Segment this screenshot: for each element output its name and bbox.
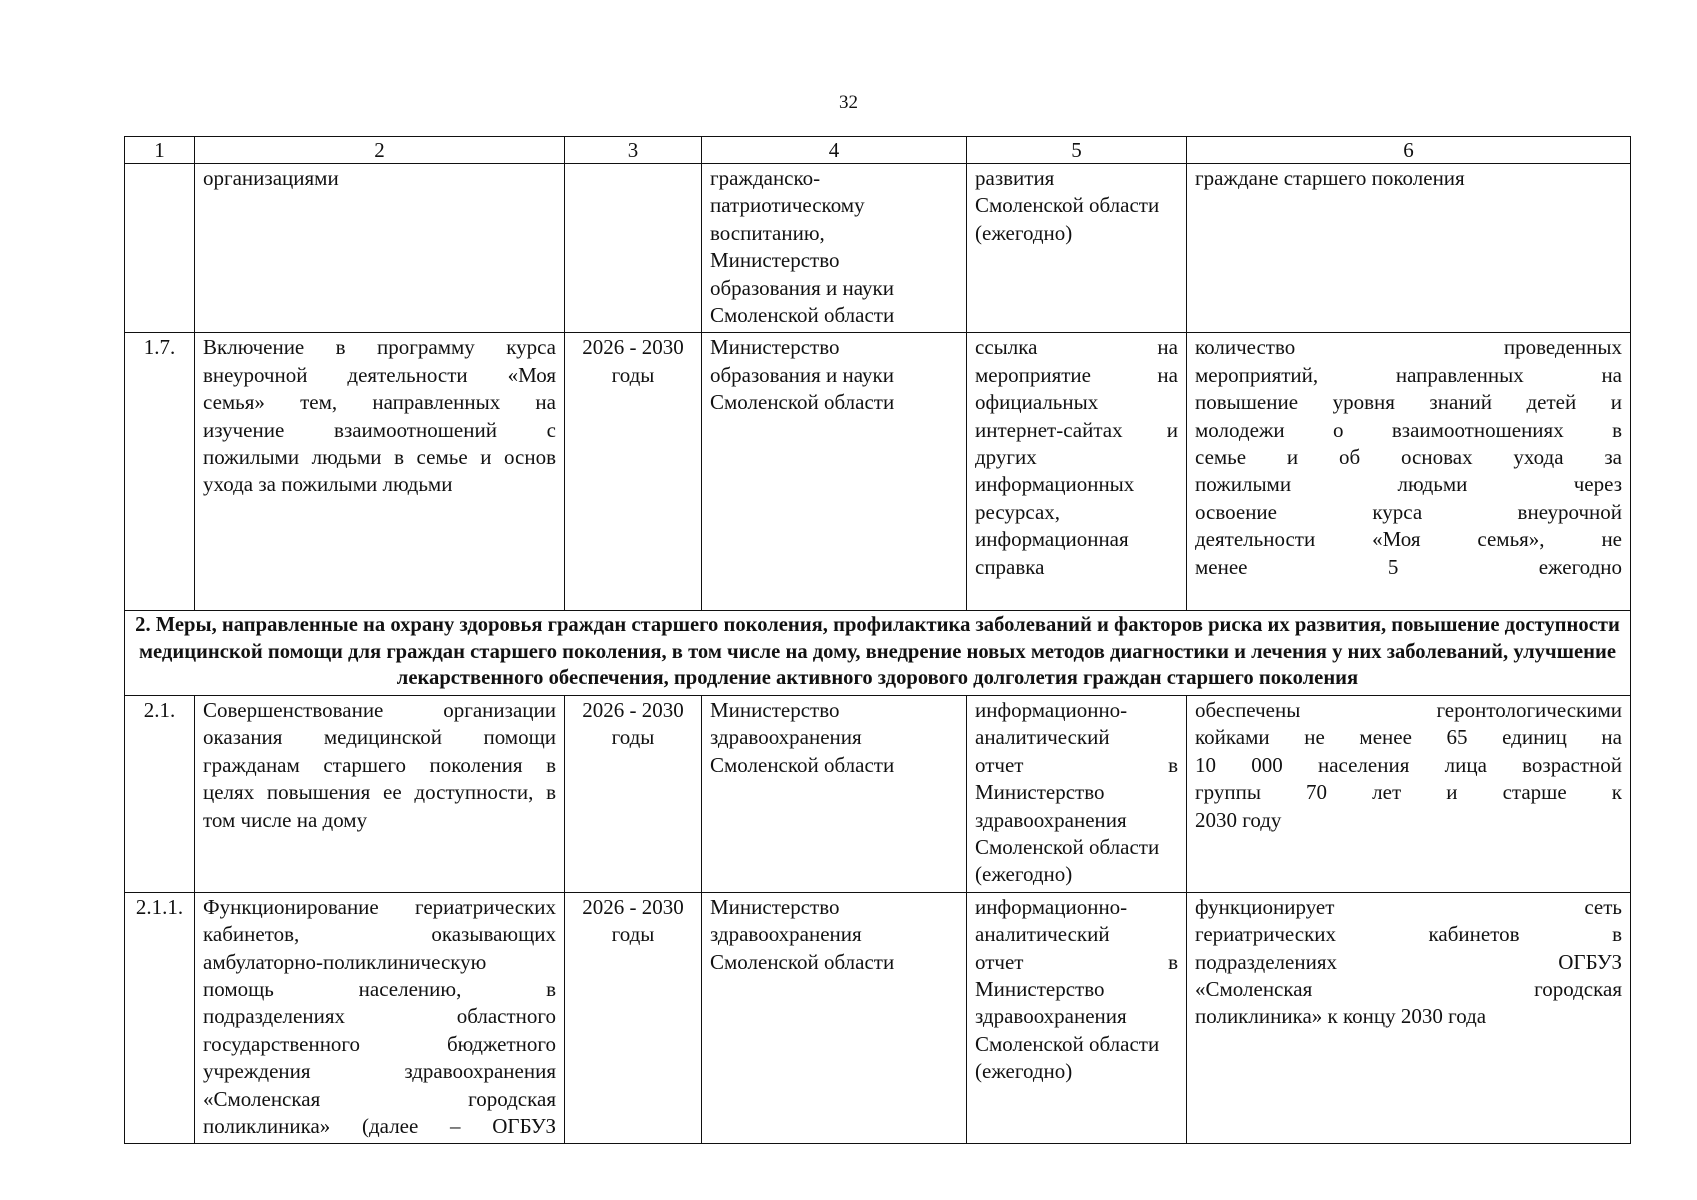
text-line: Министерство [710, 248, 840, 273]
text-line: пожилыми людьми в семье и основ [203, 445, 556, 470]
text-line: подразделениях ОГБУЗ [1195, 949, 1622, 974]
text-line: Министерство [710, 894, 840, 919]
text-line: пожилыми людьми через [1195, 472, 1622, 497]
text-line: менее 5 ежегодно [1195, 554, 1622, 579]
measures-table [124, 136, 1631, 1144]
text-line: информационно- [975, 697, 1128, 722]
text-line: группы 70 лет и старше к [1195, 780, 1622, 805]
text-line: образования и науки [710, 275, 894, 300]
text-line: других [975, 445, 1037, 470]
text-line: койками не менее 65 единиц на [1195, 725, 1622, 750]
column-header: 2 [195, 137, 565, 164]
text-line: учреждения здравоохранения [203, 1059, 556, 1084]
text-line: гражданам старшего поколения в [203, 752, 556, 777]
text-line: освоение курса внеурочной [1195, 499, 1622, 524]
table-row [125, 333, 1631, 611]
table-row [125, 695, 1631, 892]
text-line: информационных [975, 472, 1135, 497]
text-line: Смоленской области [710, 303, 895, 328]
page-number: 32 [839, 92, 858, 113]
measure-cell [195, 892, 565, 1144]
text-line: Министерство [975, 977, 1105, 1001]
text-line: кабинетов, оказывающих [203, 922, 556, 947]
text-line: Смоленской области [710, 390, 895, 415]
text-line: мероприятие на [975, 362, 1178, 387]
text-line: «Смоленская городская [1195, 977, 1622, 1001]
text-line: Смоленской области [975, 1031, 1160, 1056]
text-line: отчет в [975, 949, 1178, 974]
text-line: патриотическому [710, 193, 865, 218]
row-number: 2.1. [125, 695, 195, 892]
text-line: поликлиника» к концу 2030 года [1195, 1004, 1487, 1029]
text-line: образования и науки [710, 362, 894, 387]
text-line: ресурсах, [975, 499, 1061, 524]
executor-cell [702, 695, 967, 892]
result-cell [1187, 695, 1631, 892]
text-line: помощь населению, в [203, 977, 556, 1001]
text-line: государственного бюджетного [203, 1031, 556, 1056]
text-line: Функционирование гериатрических [203, 894, 556, 919]
text-line: годы [611, 922, 655, 947]
text-line: изучение взаимоотношений с [203, 417, 556, 442]
text-line: информационно- [975, 894, 1128, 919]
text-line: (ежегодно) [975, 862, 1073, 887]
text-line: Смоленской области [710, 949, 895, 974]
text-line: 2026 - 2030 [582, 697, 684, 722]
text-line: Смоленской области [710, 752, 895, 777]
text-line: «Смоленская городская [203, 1086, 556, 1111]
text-line: амбулаторно-поликлиническую [203, 949, 487, 974]
term-cell [565, 164, 702, 333]
text-line: деятельности «Моя семья», не [1195, 527, 1622, 552]
text-line: информационная [975, 527, 1129, 552]
text-line: воспитанию, [710, 220, 825, 245]
column-header: 4 [702, 137, 967, 164]
text-line: поликлиника» (далее – ОГБУЗ [203, 1114, 556, 1139]
text-line: мероприятий, направленных на [1195, 362, 1622, 387]
measure-cell [195, 164, 565, 333]
text-line: гериатрических кабинетов в [1195, 922, 1622, 947]
text-line: подразделениях областного [203, 1004, 556, 1029]
text-line: (ежегодно) [975, 1059, 1073, 1084]
text-line: справка [975, 554, 1045, 579]
text-line: аналитический [975, 922, 1110, 947]
text-line: Смоленской области [975, 834, 1160, 859]
text-line: аналитический [975, 725, 1110, 750]
section-title: 2. Меры, направленные на охрану здоровья граждан старшего поколения, профилактика заболеваний и факторов риска их развития, повышение доступности медицинской помощи для граждан старшего поколения, в том числе на дому, внедрение новых методов диагностики и лечения у них заболеваний, улучшение лекарственного обеспечения, продление активного здорового долголетия граждан старшего поколения [125, 611, 1631, 696]
text-line: Совершенствование организации [203, 697, 556, 722]
text-line: Смоленской области [975, 193, 1160, 218]
report-form-cell [967, 333, 1187, 611]
report-form-cell [967, 695, 1187, 892]
result-cell [1187, 164, 1631, 333]
text-line: 10 000 населения лица возрастной [1195, 752, 1622, 777]
text-line: годы [611, 362, 655, 387]
text-line: ссылка на [975, 335, 1178, 360]
table-header-row [125, 137, 1631, 164]
executor-cell [702, 892, 967, 1144]
text-line: граждане старшего поколения [1195, 166, 1465, 190]
table-row [125, 164, 1631, 333]
report-form-cell [967, 164, 1187, 333]
text-line: 2026 - 2030 [582, 894, 684, 919]
term-cell [565, 333, 702, 611]
text-line: семья» тем, направленных на [203, 390, 556, 415]
column-header: 3 [565, 137, 702, 164]
column-header: 6 [1187, 137, 1631, 164]
measure-cell [195, 695, 565, 892]
executor-cell [702, 164, 967, 333]
result-cell [1187, 892, 1631, 1144]
executor-cell [702, 333, 967, 611]
text-line: функционирует сеть [1195, 894, 1622, 919]
text-line: молодежи о взаимоотношениях в [1195, 417, 1622, 442]
text-line: внеурочной деятельности «Моя [203, 362, 556, 387]
text-line: официальных [975, 390, 1099, 415]
row-number: 2.1.1. [125, 892, 195, 1144]
text-line: годы [611, 725, 655, 750]
report-form-cell [967, 892, 1187, 1144]
section-row [125, 611, 1631, 696]
text-line: Министерство [710, 335, 840, 360]
text-line: 2026 - 2030 [582, 335, 684, 360]
text-line: (ежегодно) [975, 220, 1073, 245]
term-cell [565, 695, 702, 892]
text-line: повышение уровня знаний детей и [1195, 390, 1622, 415]
text-line: Включение в программу курса [203, 335, 556, 360]
text-line: целях повышения ее доступности, в [203, 780, 556, 805]
table-row [125, 892, 1631, 1144]
row-number: 1.7. [125, 333, 195, 611]
text-line: том числе на дому [203, 807, 368, 832]
text-line: здравоохранения [710, 725, 862, 750]
result-cell [1187, 333, 1631, 611]
column-header: 1 [125, 137, 195, 164]
measure-cell [195, 333, 565, 611]
row-number [125, 164, 195, 333]
text-line: оказания медицинской помощи [203, 725, 556, 750]
text-line: ухода за пожилыми людьми [203, 472, 453, 497]
text-line: организациями [203, 166, 339, 190]
text-line: количество проведенных [1195, 335, 1622, 360]
text-line: отчет в [975, 752, 1178, 777]
text-line: интернет-сайтах и [975, 417, 1178, 442]
text-line: обеспечены геронтологическими [1195, 697, 1622, 722]
text-line: здравоохранения [710, 922, 862, 947]
text-line: семье и об основах ухода за [1195, 445, 1622, 470]
text-line: гражданско- [710, 166, 821, 190]
text-line: здравоохранения [975, 807, 1127, 832]
text-line: Министерство [975, 780, 1105, 805]
text-line: Министерство [710, 697, 840, 722]
text-line: здравоохранения [975, 1004, 1127, 1029]
column-header: 5 [967, 137, 1187, 164]
text-line: развития [975, 166, 1055, 190]
term-cell [565, 892, 702, 1144]
text-line: 2030 году [1195, 807, 1282, 832]
